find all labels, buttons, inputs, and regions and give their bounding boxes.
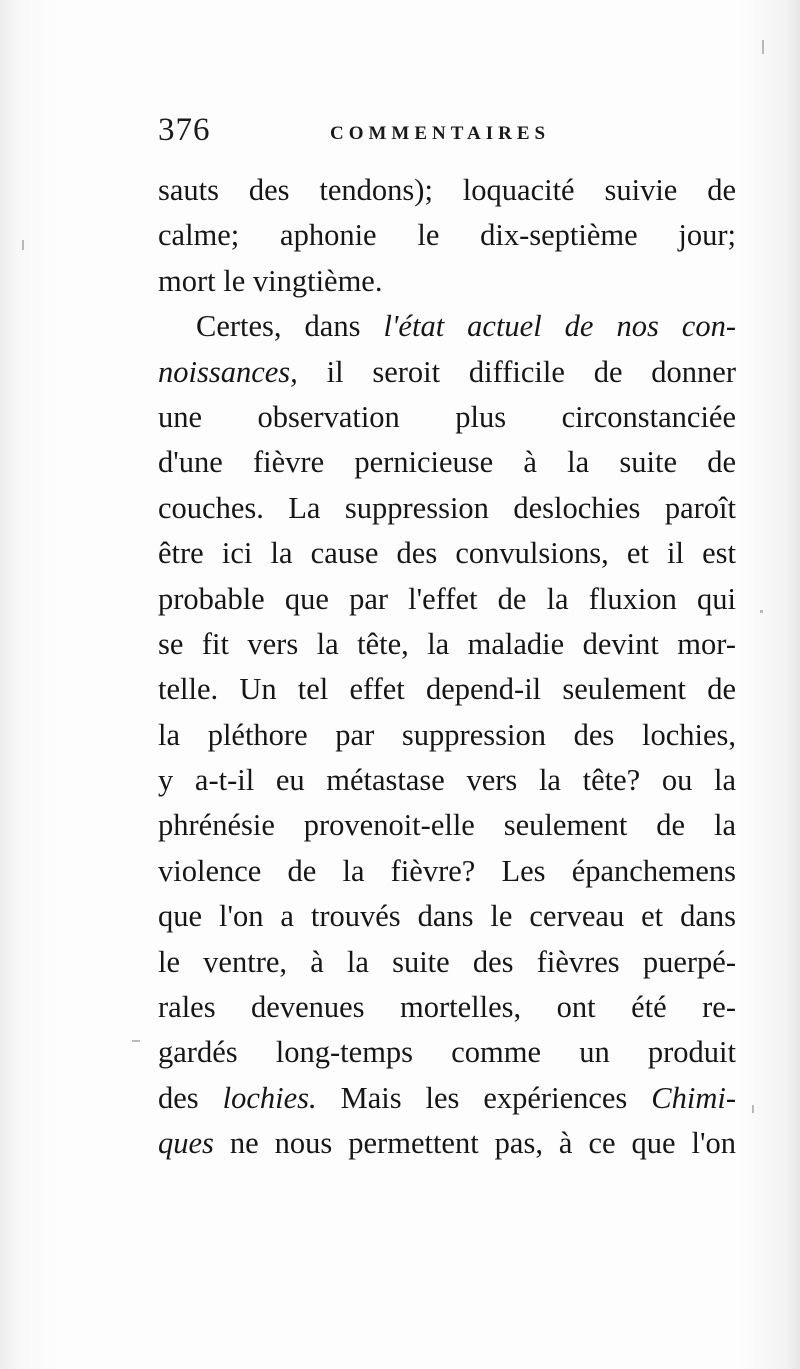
italic-text: lochies.	[222, 1080, 317, 1115]
page-number: 376	[158, 112, 211, 148]
text-segment: rales devenues mortelles, ont été re-	[158, 990, 736, 1025]
text-segment: phrénésie provenoit-elle seulement de la	[158, 808, 736, 843]
running-head: COMMENTAIRES	[330, 123, 551, 144]
text-segment: calme; aphonie le dix-septième jour;	[158, 218, 736, 253]
text-line	[158, 803, 736, 848]
text-segment: sauts des tendons); loquacité suivie de	[158, 173, 736, 207]
text-segment: se fit vers la tête, la maladie devint mor-	[158, 626, 736, 661]
text-segment: Certes, dans	[196, 309, 384, 344]
italic-text: noissances,	[158, 354, 298, 389]
text-line	[158, 1030, 736, 1075]
text-line	[158, 940, 736, 985]
text-line	[158, 1076, 736, 1121]
text-segment: violence de la fièvre? Les épanchemens	[158, 853, 736, 888]
text-line	[158, 758, 736, 803]
text-line	[158, 985, 736, 1030]
text-segment: ne nous permettent pas, à ce que l'on	[213, 1126, 736, 1161]
text-line	[158, 849, 736, 894]
text-segment: probable que par l'effet de la fluxion qui	[158, 581, 736, 616]
text-segment: la pléthore par suppression des lochies,	[158, 717, 736, 752]
text-line	[158, 667, 736, 712]
text-line	[158, 486, 736, 531]
text-segment: telle. Un tel effet depend-il seulement de	[158, 672, 736, 707]
text-line	[158, 622, 736, 667]
text-segment: y a-t-il eu métastase vers la tête? ou la	[158, 763, 736, 798]
text-segment: gardés long-temps comme un produit	[158, 1035, 736, 1070]
page-header	[158, 112, 738, 162]
text-segment: des	[158, 1080, 223, 1115]
text-line	[158, 440, 736, 485]
text-segment: il seroit difficile de donner	[297, 354, 736, 389]
text-line	[158, 304, 736, 349]
text-segment: mort le vingtième.	[158, 263, 383, 298]
italic-text: ques	[158, 1126, 214, 1161]
text-segment: être ici la cause des convulsions, et il est	[158, 536, 736, 571]
text-segment: que l'on a trouvés dans le cerveau et dans	[158, 899, 736, 934]
text-line	[158, 259, 736, 304]
text-line	[158, 395, 736, 440]
body-text	[158, 168, 736, 1167]
text-segment: Mais les expériences	[316, 1080, 652, 1115]
italic-text: Chimi-	[651, 1080, 736, 1115]
text-line	[158, 577, 736, 622]
text-line	[158, 168, 736, 213]
text-line	[158, 1121, 736, 1166]
text-line	[158, 350, 736, 395]
text-segment: d'une fièvre pernicieuse à la suite de	[158, 445, 736, 480]
text-line	[158, 213, 736, 258]
text-line	[158, 713, 736, 758]
text-line	[158, 531, 736, 576]
text-segment: une observation plus circonstanciée	[158, 399, 736, 434]
text-segment: le ventre, à la suite des fièvres puerpé-	[158, 944, 736, 979]
text-line	[158, 894, 736, 939]
italic-text: l'état actuel de nos con-	[383, 309, 737, 344]
text-segment: couches. La suppression deslochies paroît	[158, 490, 736, 525]
